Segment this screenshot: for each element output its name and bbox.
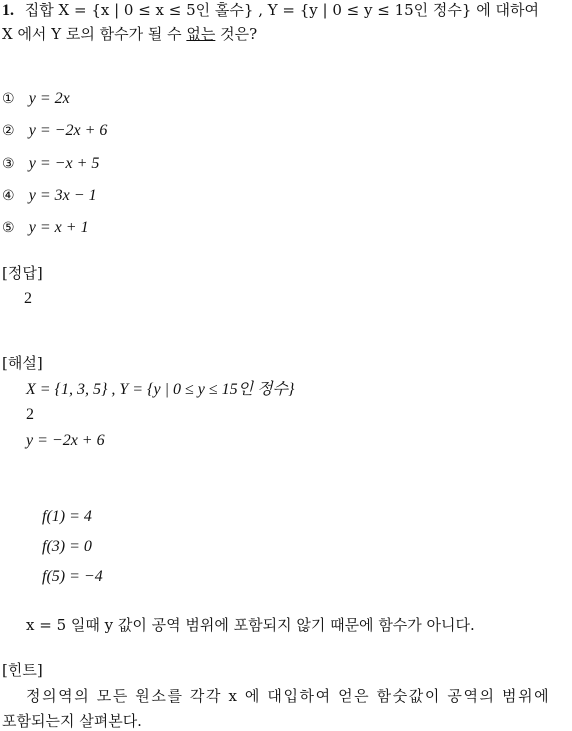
explanation-value-2: f(3) = 0 (42, 538, 92, 555)
explanation-conclusion: x = 5 일때 y 값이 공역 범위에 포함되지 않기 때문에 함수가 아니다. (26, 616, 475, 634)
choice-2 (2, 120, 107, 141)
answer-label: [정답] (2, 264, 43, 282)
choice-2-mark: ② (2, 123, 15, 139)
problem-text-line-2a: X 에서 Y 로의 함수가 될 수 (2, 25, 187, 43)
answer-value: 2 (24, 290, 32, 307)
choice-1-expr: y = 2x (28, 90, 70, 107)
choice-3 (2, 153, 99, 174)
explanation-value-1: f(1) = 4 (42, 508, 92, 525)
explanation-sets: X = {1, 3, 5} , Y = {y | 0 ≤ y ≤ 15인 정수} (26, 381, 295, 398)
choice-5 (2, 217, 89, 238)
choice-5-mark: ⑤ (2, 220, 15, 236)
choice-1-mark: ① (2, 91, 15, 107)
hint-line-2: 포함되는지 살펴본다. (2, 712, 142, 730)
problem-number: 1. (2, 2, 14, 19)
choice-4 (2, 185, 97, 206)
problem-line-2 (2, 24, 257, 44)
choice-4-mark: ④ (2, 188, 15, 204)
choice-3-expr: y = −x + 5 (28, 155, 100, 172)
problem-text-underlined: 없는 (186, 25, 216, 43)
problem-text-line-2b: 것은? (215, 25, 258, 43)
explanation-function: y = −2x + 6 (26, 432, 105, 449)
choice-3-mark: ③ (2, 156, 15, 172)
explanation-value-3: f(5) = −4 (42, 568, 103, 585)
problem-line-1 (2, 0, 539, 21)
choice-4-expr: y = 3x − 1 (28, 187, 97, 204)
hint-label: [힌트] (2, 661, 43, 679)
explanation-label: [해설] (2, 354, 43, 372)
choice-5-expr: y = x + 1 (28, 219, 89, 236)
problem-text-line-1: 집합 X = {x | 0 ≤ x ≤ 5인 홀수} , Y = {y | 0 ≤ y ≤ 15인 정수} 에 대하여 (24, 1, 539, 19)
explanation-choice-number: 2 (26, 406, 34, 423)
choice-1 (2, 88, 70, 109)
hint-line-1: 정의역의 모든 원소를 각각 x 에 대입하여 얻은 함숫값이 공역의 범위에 (26, 687, 551, 705)
choice-2-expr: y = −2x + 6 (28, 122, 108, 139)
